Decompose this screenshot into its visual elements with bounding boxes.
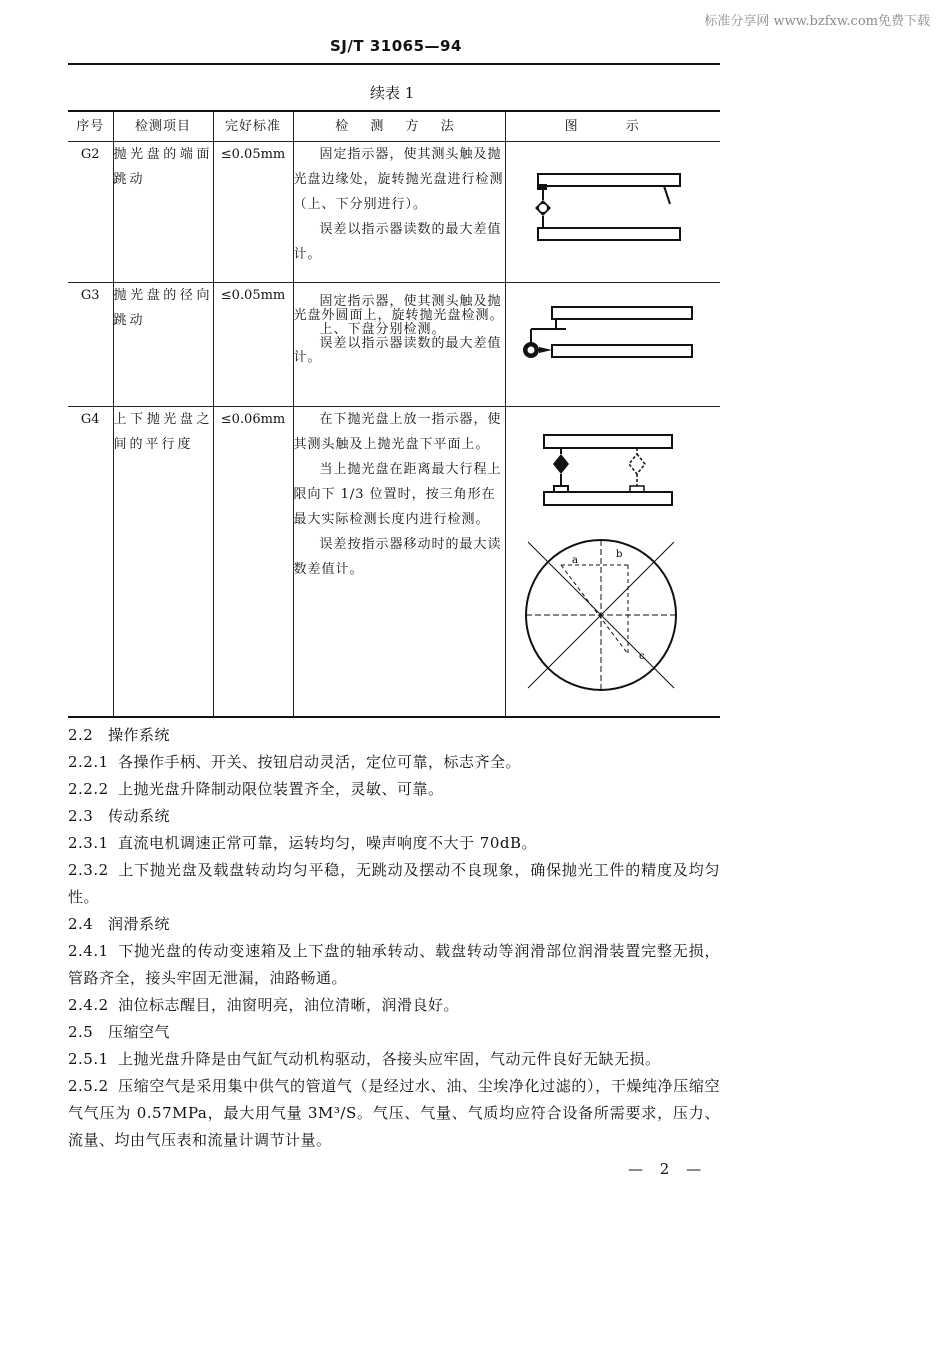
- table-row-g3: [68, 283, 720, 407]
- clause: [68, 857, 720, 911]
- header-no: 序号: [68, 111, 113, 142]
- section-title: 操作系统: [108, 726, 171, 744]
- clause-text: 压缩空气是采用集中供气的管道气（是经过水、油、尘埃净化过滤的），干燥纯净压缩空气气压为 0.57MPa，最大用气量 3M³/S。气压、气量、气质均应符合设备所需要求，压力、流量、均由气压表和流量计调节计量。: [68, 1077, 720, 1149]
- row-tolerance: ≤0.05mm: [213, 283, 293, 407]
- section-number: 2.4: [68, 915, 94, 933]
- method-step: 上、下盘分别检测。: [319, 322, 446, 337]
- method-step: 固定指示器，使其测头触及抛光盘外圆面上，旋转抛光盘检测。: [293, 294, 504, 323]
- standard-number: SJ/T 31065—94: [330, 37, 462, 55]
- method-step: 误差以指示器读数的最大差值计。: [293, 336, 502, 365]
- method-step: 固定指示器，使其测头触及抛光盘边缘处，旋转抛光盘进行检测（上、下分别进行）。: [293, 147, 504, 212]
- page-number-value: 2: [659, 1160, 676, 1178]
- clause-number: 2.2.2: [68, 780, 109, 798]
- method-step: 在下抛光盘上放一指示器，使其测头触及上抛光盘下平面上。: [293, 412, 502, 452]
- table-row-g2: [68, 142, 720, 283]
- row-method: [293, 283, 505, 407]
- row-figure: [505, 407, 720, 718]
- section-heading: [68, 722, 720, 749]
- row-item: 抛光盘的端面跳动: [113, 142, 213, 283]
- header-tolerance: 完好标准: [213, 111, 293, 142]
- table-title: 续表 1: [370, 84, 415, 102]
- end-face-runout-diagram-icon: [506, 142, 721, 282]
- clause-text: 各操作手柄、开关、按钮启动灵活，定位可靠，标志齐全。: [118, 753, 522, 771]
- clause-number: 2.3.1: [68, 834, 109, 852]
- row-figure: [505, 283, 720, 407]
- clause-text: 油位标志醒目，油窗明亮，油位清晰，润滑良好。: [118, 996, 460, 1014]
- section-title: 压缩空气: [108, 1023, 171, 1041]
- clause: [68, 749, 720, 776]
- clause: [68, 938, 720, 992]
- clause: [68, 776, 720, 803]
- inspection-table: [68, 110, 720, 718]
- header-method: 检 测 方 法: [293, 111, 505, 142]
- clause-number: 2.4.1: [68, 942, 109, 960]
- parallelism-diagram-icon: [506, 407, 721, 716]
- table-row-g4: [68, 407, 720, 718]
- row-tolerance: ≤0.05mm: [213, 142, 293, 283]
- section-heading: [68, 1019, 720, 1046]
- method-step: 误差以指示器读数的最大差值计。: [293, 222, 502, 262]
- clause: [68, 992, 720, 1019]
- body-text: [68, 722, 720, 1154]
- section-number: 2.5: [68, 1023, 94, 1041]
- row-figure: [505, 142, 720, 283]
- clause: [68, 1046, 720, 1073]
- radial-runout-diagram-icon: [506, 283, 721, 406]
- clause-text: 直流电机调速正常可靠，运转均匀，噪声响度不大于 70dB。: [118, 834, 537, 852]
- clause: [68, 1073, 720, 1154]
- clause-text: 上抛光盘升降是由气缸气动机构驱动，各接头应牢固，气动元件良好无缺无损。: [118, 1050, 661, 1068]
- figure-label-b: b: [615, 549, 622, 560]
- clause-number: 2.4.2: [68, 996, 109, 1014]
- section-title: 润滑系统: [108, 915, 171, 933]
- row-no: G2: [68, 142, 113, 283]
- section-number: 2.2: [68, 726, 94, 744]
- clause-text: 下抛光盘的传动变速箱及上下盘的轴承转动、载盘转动等润滑部位润滑装置完整无损，管路齐全，接头牢固无泄漏，油路畅通。: [68, 942, 720, 987]
- section-number: 2.3: [68, 807, 94, 825]
- row-no: G3: [68, 283, 113, 407]
- row-tolerance: ≤0.06mm: [213, 407, 293, 718]
- header-rule: [68, 63, 720, 65]
- figure-label-a: a: [571, 555, 578, 566]
- clause: [68, 830, 720, 857]
- section-title: 传动系统: [108, 807, 171, 825]
- method-step: 当上抛光盘在距离最大行程上限向下 1/3 位置时，按三角形在最大实际检测长度内进行检测。: [293, 462, 502, 527]
- row-item: 抛光盘的径向跳动: [113, 283, 213, 407]
- clause-text: 上下抛光盘及载盘转动均匀平稳，无跳动及摆动不良现象，确保抛光工件的精度及均匀性。: [68, 861, 720, 906]
- header-item: 检测项目: [113, 111, 213, 142]
- header-figure: 图 示: [505, 111, 720, 142]
- figure-label-c: c: [638, 651, 645, 662]
- clause-number: 2.5.1: [68, 1050, 109, 1068]
- row-method: [293, 407, 505, 718]
- clause-number: 2.3.2: [68, 861, 109, 879]
- clause-number: 2.2.1: [68, 753, 109, 771]
- method-step: 误差按指示器移动时的最大读数差值计。: [293, 537, 502, 577]
- clause-text: 上抛光盘升降制动限位装置齐全，灵敏、可靠。: [118, 780, 444, 798]
- clause-number: 2.5.2: [68, 1077, 109, 1095]
- row-item: 上下抛光盘之间的平行度: [113, 407, 213, 718]
- table-header-row: [68, 111, 720, 142]
- section-heading: [68, 911, 720, 938]
- row-method: [293, 142, 505, 283]
- page-number: — 2 —: [628, 1160, 708, 1178]
- row-no: G4: [68, 407, 113, 718]
- section-heading: [68, 803, 720, 830]
- watermark-text: 标准分享网 www.bzfxw.com免费下载: [704, 14, 930, 29]
